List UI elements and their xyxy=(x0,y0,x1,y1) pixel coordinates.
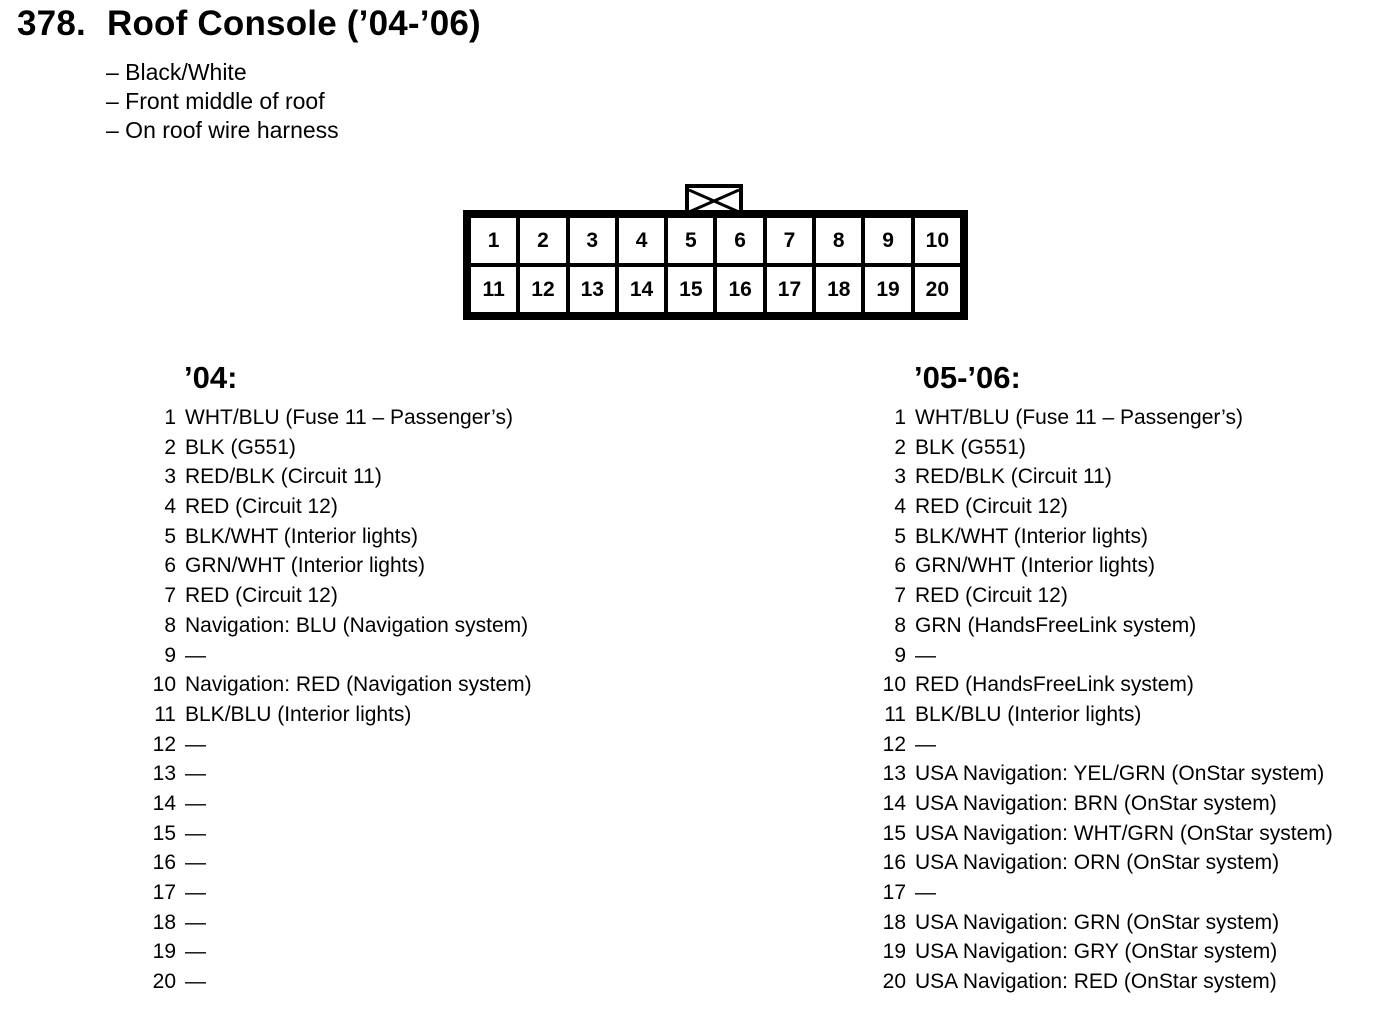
pin-cell: 14 xyxy=(619,267,664,312)
note-harness: – On roof wire harness xyxy=(106,117,339,143)
pin-cell: 1 xyxy=(471,218,516,263)
note-location: – Front middle of roof xyxy=(106,88,325,114)
table-row: 12 — xyxy=(882,732,936,756)
pin-cell: 13 xyxy=(570,267,615,312)
table-row: 11 BLK/BLU (Interior lights) xyxy=(884,702,1142,726)
table-row: 7 RED (Circuit 12) xyxy=(164,584,338,608)
table-row: 3 RED/BLK (Circuit 11) xyxy=(894,465,1112,489)
note-color: – Black/White xyxy=(106,59,247,85)
table-row: 5 BLK/WHT (Interior lights) xyxy=(894,524,1148,548)
pin-cell: 11 xyxy=(471,267,516,312)
connector-body xyxy=(463,210,968,320)
table-row: 17 — xyxy=(152,881,206,904)
pin-cell: 20 xyxy=(915,267,960,312)
table-heading: ’05-’06: xyxy=(914,360,1021,395)
table-row: 6 GRN/WHT (Interior lights) xyxy=(164,554,425,578)
table-row: 10 RED (HandsFreeLink system) xyxy=(882,673,1194,697)
table-row: 13 USA Navigation: YEL/GRN (OnStar system) xyxy=(882,762,1325,786)
page-title xyxy=(17,4,481,44)
table-row: 15 — xyxy=(152,821,206,845)
pin-cell: 8 xyxy=(816,218,861,263)
table-row: 4 RED (Circuit 12) xyxy=(164,495,338,519)
table-row: 1 WHT/BLU (Fuse 11 – Passenger’s) xyxy=(894,406,1243,429)
pin-cell: 19 xyxy=(865,267,910,312)
pin-cell: 7 xyxy=(767,218,812,263)
table-row: 4 RED (Circuit 12) xyxy=(894,495,1068,519)
title-text: Roof Console (’04-’06) xyxy=(107,4,481,43)
table-row: 13 — xyxy=(152,762,206,786)
table-row: 19 — xyxy=(152,940,206,964)
pin-cell: 16 xyxy=(717,267,762,312)
table-row: 14 USA Navigation: BRN (OnStar system) xyxy=(882,791,1277,815)
table-row: 1 WHT/BLU (Fuse 11 – Passenger’s) xyxy=(164,406,513,429)
table-row: 11 BLK/BLU (Interior lights) xyxy=(154,702,412,726)
pin-cell: 15 xyxy=(668,267,713,312)
table-row: 20 — xyxy=(152,970,206,994)
pin-cell: 9 xyxy=(865,218,910,263)
table-row: 20 USA Navigation: RED (OnStar system) xyxy=(882,970,1277,994)
table-row: 19 USA Navigation: GRY (OnStar system) xyxy=(882,940,1278,964)
pinout-table-04 xyxy=(140,358,532,1000)
pin-cell: 6 xyxy=(717,218,762,263)
table-row: 9 — xyxy=(894,643,936,667)
pin-cell: 4 xyxy=(619,218,664,263)
pin-cell: 17 xyxy=(767,267,812,312)
pin-cell: 12 xyxy=(520,267,565,312)
table-row: 18 USA Navigation: GRN (OnStar system) xyxy=(882,910,1280,934)
table-heading: ’04: xyxy=(184,360,238,395)
table-row: 5 BLK/WHT (Interior lights) xyxy=(164,524,418,548)
pin-cell: 5 xyxy=(668,218,713,263)
pin-cell: 3 xyxy=(570,218,615,263)
connector-notes xyxy=(106,58,339,145)
table-row: 3 RED/BLK (Circuit 11) xyxy=(164,465,382,489)
table-row: 14 — xyxy=(152,791,206,815)
table-row: 10 Navigation: RED (Navigation system) xyxy=(152,673,532,697)
pin-cell: 10 xyxy=(915,218,960,263)
pinout-table-05-06 xyxy=(870,358,1333,1000)
table-row: 6 GRN/WHT (Interior lights) xyxy=(894,554,1155,578)
table-row: 9 — xyxy=(164,643,206,667)
table-row: 15 USA Navigation: WHT/GRN (OnStar system) xyxy=(882,821,1333,845)
table-row: 7 RED (Circuit 12) xyxy=(894,584,1068,608)
table-row: 16 USA Navigation: ORN (OnStar system) xyxy=(882,851,1280,875)
table-row: 16 — xyxy=(152,851,206,875)
table-row: 18 — xyxy=(152,910,206,934)
table-row: 8 Navigation: BLU (Navigation system) xyxy=(164,613,529,637)
pin-cell: 2 xyxy=(520,218,565,263)
table-row: 2 BLK (G551) xyxy=(894,435,1026,459)
table-row: 17 — xyxy=(882,881,936,904)
connector-latch-icon xyxy=(685,184,743,212)
table-row: 12 — xyxy=(152,732,206,756)
connector-diagram xyxy=(463,182,968,322)
table-row: 8 GRN (HandsFreeLink system) xyxy=(894,613,1197,637)
table-row: 2 BLK (G551) xyxy=(164,435,296,459)
title-number: 378. xyxy=(17,4,86,43)
pin-cell: 18 xyxy=(816,267,861,312)
